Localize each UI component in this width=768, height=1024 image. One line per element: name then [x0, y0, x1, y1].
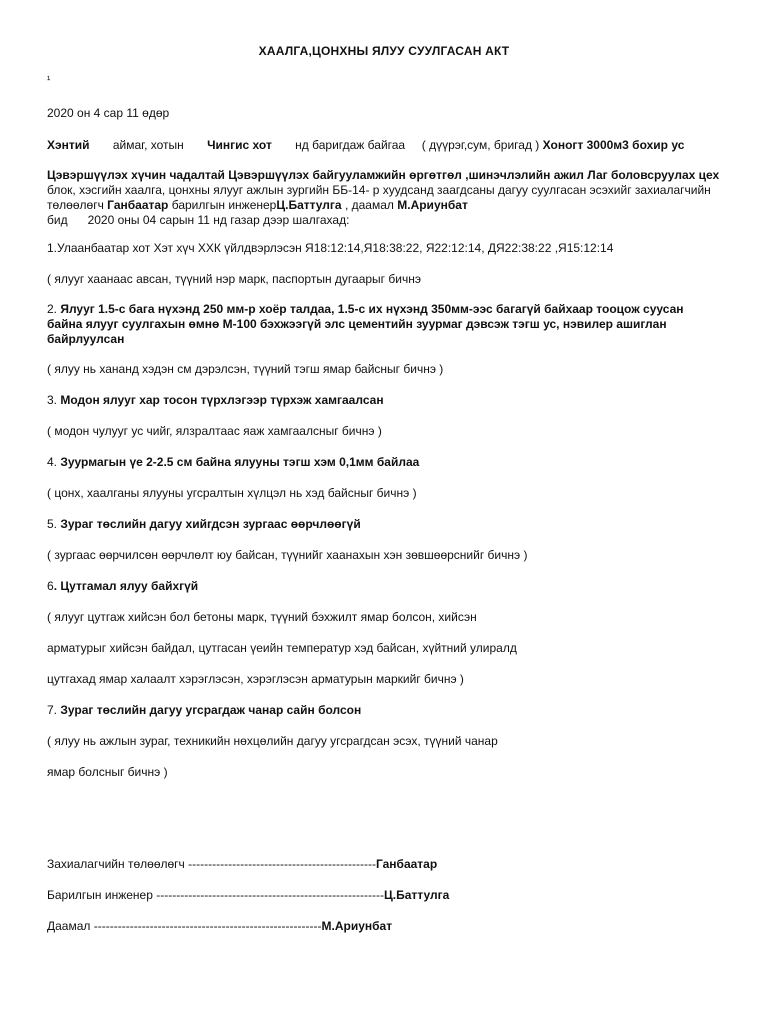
note-7-line-2: ямар болсныг бичнэ )	[47, 765, 168, 779]
item-7-number: 7.	[47, 703, 61, 717]
object-description: Цэвэршүүлэх хүчин чадалтай Цэвэршүүлэх байгууламжийн өргөтгөл ,шинэчлэлийн ажил Лаг боловсруулах цех	[47, 168, 720, 182]
item-5	[47, 517, 727, 532]
item-1: 1.Улаанбаатар хот Хэт хүч ХХК үйлдвэрлэсэн Я18:12:14,Я18:38:22, Я22:12:14, ДЯ22:38:22 ,Я15:12:14	[47, 241, 614, 255]
top-mark: ¹	[47, 75, 51, 86]
item-6-text: . Цутгамал ялуу байхгүй	[53, 579, 199, 593]
signature-dashes: ---------------------------------------------------------	[156, 888, 385, 902]
note-6-line-3: цутгахад ямар халаалт хэрэглэсэн, хэрэглэсэн арматурын маркийг бичнэ )	[47, 672, 464, 686]
soum-name: Чингис хот	[207, 138, 272, 152]
item-5-text: Зураг төслийн дагуу хийгдсэн зургаас өөрчлөөгүй	[60, 517, 361, 531]
intro-text-4: барилгын инженер	[168, 198, 277, 212]
date-line: 2020 он 4 сар 11 өдөр	[47, 106, 170, 120]
intro-line-1	[47, 138, 727, 153]
signature-engineer	[47, 888, 727, 903]
item-4-number: 4.	[47, 455, 61, 469]
item-2-number: 2.	[47, 302, 61, 316]
note-6-line-2: арматурыг хийсэн байдал, цутгасан үеийн температур хэд байсан, хүйтний улиралд	[47, 641, 517, 655]
client-name: Ганбаатар	[107, 198, 169, 212]
aimag-name: Хэнтий	[47, 138, 90, 152]
signature-dashes: ---------------------------------------------------------	[93, 919, 322, 933]
item-7-text: Зураг төслийн дагуу угсрагдаж чанар сайн болсон	[60, 703, 362, 717]
engineer-name: Ц.Баттулга	[276, 198, 342, 212]
item-3	[47, 393, 727, 408]
item-6-number: 6	[47, 579, 54, 593]
intro-text-1: аймаг, хотын	[89, 138, 208, 152]
item-4-text: Зуурмагын үе 2-2.5 см байна ялууны тэгш хэм 0,1мм байлаа	[60, 455, 420, 469]
note-6-line-1: ( ялууг цутгаж хийсэн бол бетоны марк, түүний бэхжилт ямар болсон, хийсэн	[47, 610, 477, 624]
item-6	[47, 579, 727, 594]
note-1: ( ялууг хаанаас авсан, түүний нэр марк, паспортын дугаарыг бичнэ	[47, 272, 421, 286]
note-3: ( модон чулууг ус чийг, ялзралтаас яаж хамгаалсныг бичнэ )	[47, 424, 382, 438]
item-4	[47, 455, 727, 470]
intro-paragraph	[47, 168, 722, 228]
intro-text-5: , даамал	[341, 198, 398, 212]
note-4: ( цонх, хаалганы ялууны угсралтын хүлцэл нь хэд байсныг бичнэ )	[47, 486, 417, 500]
item-3-text: Модон ялууг хар тосон түрхлэгээр түрхэж хамгаалсан	[60, 393, 384, 407]
intro-text-6: бид 2020 оны 04 сарын 11 нд газар дээр шалгахад:	[47, 213, 350, 227]
signature-role: Даамал	[47, 919, 94, 933]
note-5: ( зургаас өөрчилсөн өөрчлөлт юу байсан, түүнийг хаанахын хэн зөвшөөрснийг бичнэ )	[47, 548, 528, 562]
document-title: ХААЛГА,ЦОНХНЫ ЯЛУУ СУУЛГАСАН АКТ	[258, 44, 510, 58]
signature-dashes: -----------------------------------------------	[188, 857, 376, 871]
item-3-number: 3.	[47, 393, 61, 407]
intro-text-3: блок, хэсгийн хаалга, цонхны ялууг ажлын зургийн ББ-14- р хуудсанд заагдсаны дагуу суулгасан эсэхийг захиалагчийн төлөөлөгч	[47, 183, 711, 212]
intro-text-2: нд баригдаж байгаа ( дүүрэг,сум, бригад )	[271, 138, 543, 152]
note-7-line-1: ( ялуу нь ажлын зураг, техникийн нөхцөлийн дагуу угсрагдсан эсэх, түүний чанар	[47, 734, 498, 748]
signature-role: Захиалагчийн төлөөлөгч	[47, 857, 189, 871]
item-7	[47, 703, 727, 718]
object-name: Хоногт 3000м3 бохир ус	[542, 138, 685, 152]
foreman-name: М.Ариунбат	[397, 198, 468, 212]
signature-foreman	[47, 919, 727, 934]
signature-name: Ц.Баттулга	[384, 888, 450, 902]
signature-name: М.Ариунбат	[321, 919, 393, 933]
signature-client	[47, 857, 727, 872]
note-2: ( ялуу нь хананд хэдэн см дэрэлсэн, түүний тэгш ямар байсныг бичнэ )	[47, 362, 444, 376]
item-2	[47, 302, 719, 347]
signature-role: Барилгын инженер	[47, 888, 157, 902]
signature-name: Ганбаатар	[375, 857, 438, 871]
item-2-text: Ялууг 1.5-с бага нүхэнд 250 мм-р хоёр талдаа, 1.5-с их нүхэнд 350мм-ээс багагүй байхаар тооцож суусан байна ялууг суулгахын өмнө М-100 бэхжээгүй элс цементийн зуурмаг дэвсэж тэгш ус, нэвилер ашиглан байрлуулсан	[47, 302, 684, 346]
item-5-number: 5.	[47, 517, 61, 531]
